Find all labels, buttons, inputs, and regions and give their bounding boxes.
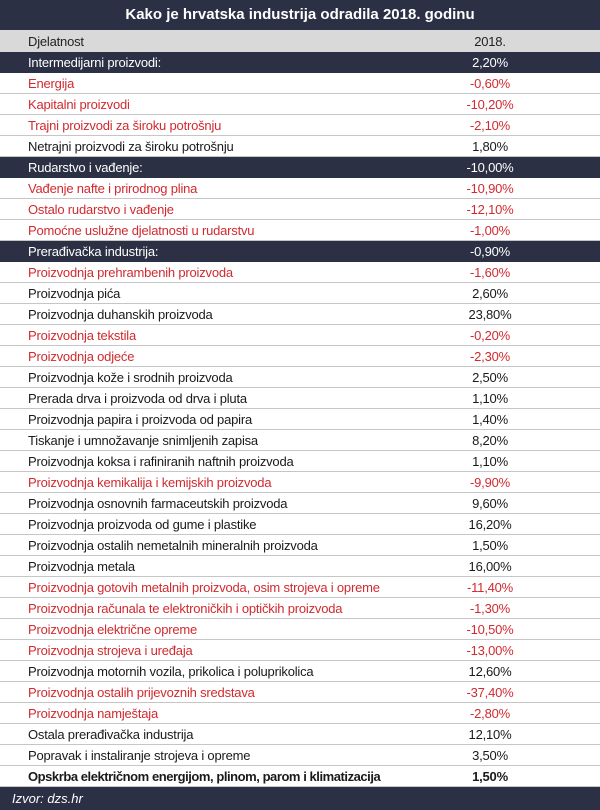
row-value: -2,30% [470,348,510,364]
table-row [0,472,600,493]
row-value: -9,90% [470,474,510,490]
row-label: Proizvodnja namještaja [28,705,159,721]
row-label: Proizvodnja tekstila [28,327,136,343]
row-value: -0,60% [470,75,510,91]
row-value: -1,00% [470,222,510,238]
row-value: 1,10% [472,390,508,406]
row-value: -10,20% [466,96,514,112]
row-label: Prerađivačka industrija: [28,243,159,259]
column-header-activity: Djelatnost [28,33,84,49]
table-row [0,325,600,346]
row-value: 12,60% [468,663,512,679]
table-title: Kako je hrvatska industrija odradila 2018. godinu [0,0,600,30]
row-label: Pomoćne uslužne djelatnosti u rudarstvu [28,222,255,238]
group-row [0,52,600,73]
table-row [0,682,600,703]
table-row [0,115,600,136]
row-label: Ostalo rudarstvo i vađenje [28,201,174,217]
source-note: Izvor: dzs.hr [0,787,600,810]
row-label: Proizvodnja metala [28,558,135,574]
row-value: -2,10% [470,117,510,133]
row-label: Kapitalni proizvodi [28,96,130,112]
table-row [0,745,600,766]
row-label: Rudarstvo i vađenje: [28,159,143,175]
row-value: -2,80% [470,705,510,721]
table-row [0,388,600,409]
table-row [0,409,600,430]
table-row [0,493,600,514]
row-label: Intermedijarni proizvodi: [28,54,162,70]
row-label: Proizvodnja proizvoda od gume i plastike [28,516,257,532]
row-label: Proizvodnja odjeće [28,348,135,364]
table-row [0,304,600,325]
row-value: 1,50% [472,768,508,784]
row-value: 1,40% [472,411,508,427]
table-row [0,514,600,535]
row-label: Proizvodnja prehrambenih proizvoda [28,264,233,280]
table-row [0,640,600,661]
row-value: 3,50% [472,747,508,763]
table-row [0,535,600,556]
row-label: Proizvodnja pića [28,285,121,301]
row-label: Proizvodnja kože i srodnih proizvoda [28,369,233,385]
row-value: -0,90% [470,243,510,259]
row-label: Proizvodnja ostalih nemetalnih mineralnih proizvoda [28,537,318,553]
table-row [0,430,600,451]
table-row [0,598,600,619]
table-row [0,556,600,577]
column-header-row [0,30,600,52]
table-row [0,619,600,640]
table-row [0,724,600,745]
row-label: Ostala prerađivačka industrija [28,726,194,742]
row-label: Proizvodnja strojeva i uređaja [28,642,193,658]
table-row [0,367,600,388]
row-value: 1,50% [472,537,508,553]
table-row [0,766,600,787]
row-label: Proizvodnja papira i proizvoda od papira [28,411,252,427]
row-label: Netrajni proizvodi za široku potrošnju [28,138,234,154]
row-value: 2,20% [472,54,508,70]
row-value: 16,00% [468,558,512,574]
row-label: Trajni proizvodi za široku potrošnju [28,117,222,133]
table-row [0,220,600,241]
row-label: Energija [28,75,75,91]
row-value: -10,50% [466,621,514,637]
row-label: Vađenje nafte i prirodnog plina [28,180,198,196]
row-label: Prerada drva i proizvoda od drva i pluta [28,390,247,406]
table-row [0,73,600,94]
group-row [0,241,600,262]
table-row [0,136,600,157]
row-value: -0,20% [470,327,510,343]
row-label: Proizvodnja ostalih prijevoznih sredstava [28,684,255,700]
row-label: Proizvodnja motornih vozila, prikolica i poluprikolica [28,663,314,679]
table-row [0,262,600,283]
row-label: Proizvodnja računala te elektroničkih i optičkih proizvoda [28,600,343,616]
row-value: -1,30% [470,600,510,616]
table-row [0,199,600,220]
table-row [0,94,600,115]
row-value: -10,90% [466,180,514,196]
row-value: -13,00% [466,642,514,658]
row-value: 9,60% [472,495,508,511]
row-value: -10,00% [466,159,514,175]
table-row [0,346,600,367]
row-value: -1,60% [470,264,510,280]
row-value: -37,40% [466,684,514,700]
table-row [0,703,600,724]
group-row [0,157,600,178]
table-body [0,52,600,787]
row-value: 1,80% [472,138,508,154]
row-value: 1,10% [472,453,508,469]
row-label: Proizvodnja osnovnih farmaceutskih proizvoda [28,495,288,511]
row-value: -12,10% [466,201,514,217]
row-label: Opskrba električnom energijom, plinom, parom i klimatizacija [28,768,381,784]
row-value: 2,50% [472,369,508,385]
table-row [0,178,600,199]
row-label: Popravak i instaliranje strojeva i opreme [28,747,251,763]
row-label: Proizvodnja koksa i rafiniranih naftnih proizvoda [28,453,294,469]
table-row [0,283,600,304]
row-value: 16,20% [468,516,512,532]
table-row [0,577,600,598]
column-header-year: 2018. [474,33,506,49]
row-value: -11,40% [466,579,514,595]
row-value: 2,60% [472,285,508,301]
row-label: Proizvodnja gotovih metalnih proizvoda, osim strojeva i opreme [28,579,380,595]
row-value: 12,10% [468,726,512,742]
row-label: Tiskanje i umnožavanje snimljenih zapisa [28,432,258,448]
row-label: Proizvodnja kemikalija i kemijskih proizvoda [28,474,272,490]
row-label: Proizvodnja električne opreme [28,621,198,637]
row-label: Proizvodnja duhanskih proizvoda [28,306,213,322]
row-value: 23,80% [468,306,512,322]
table-row [0,451,600,472]
table-row [0,661,600,682]
row-value: 8,20% [472,432,508,448]
